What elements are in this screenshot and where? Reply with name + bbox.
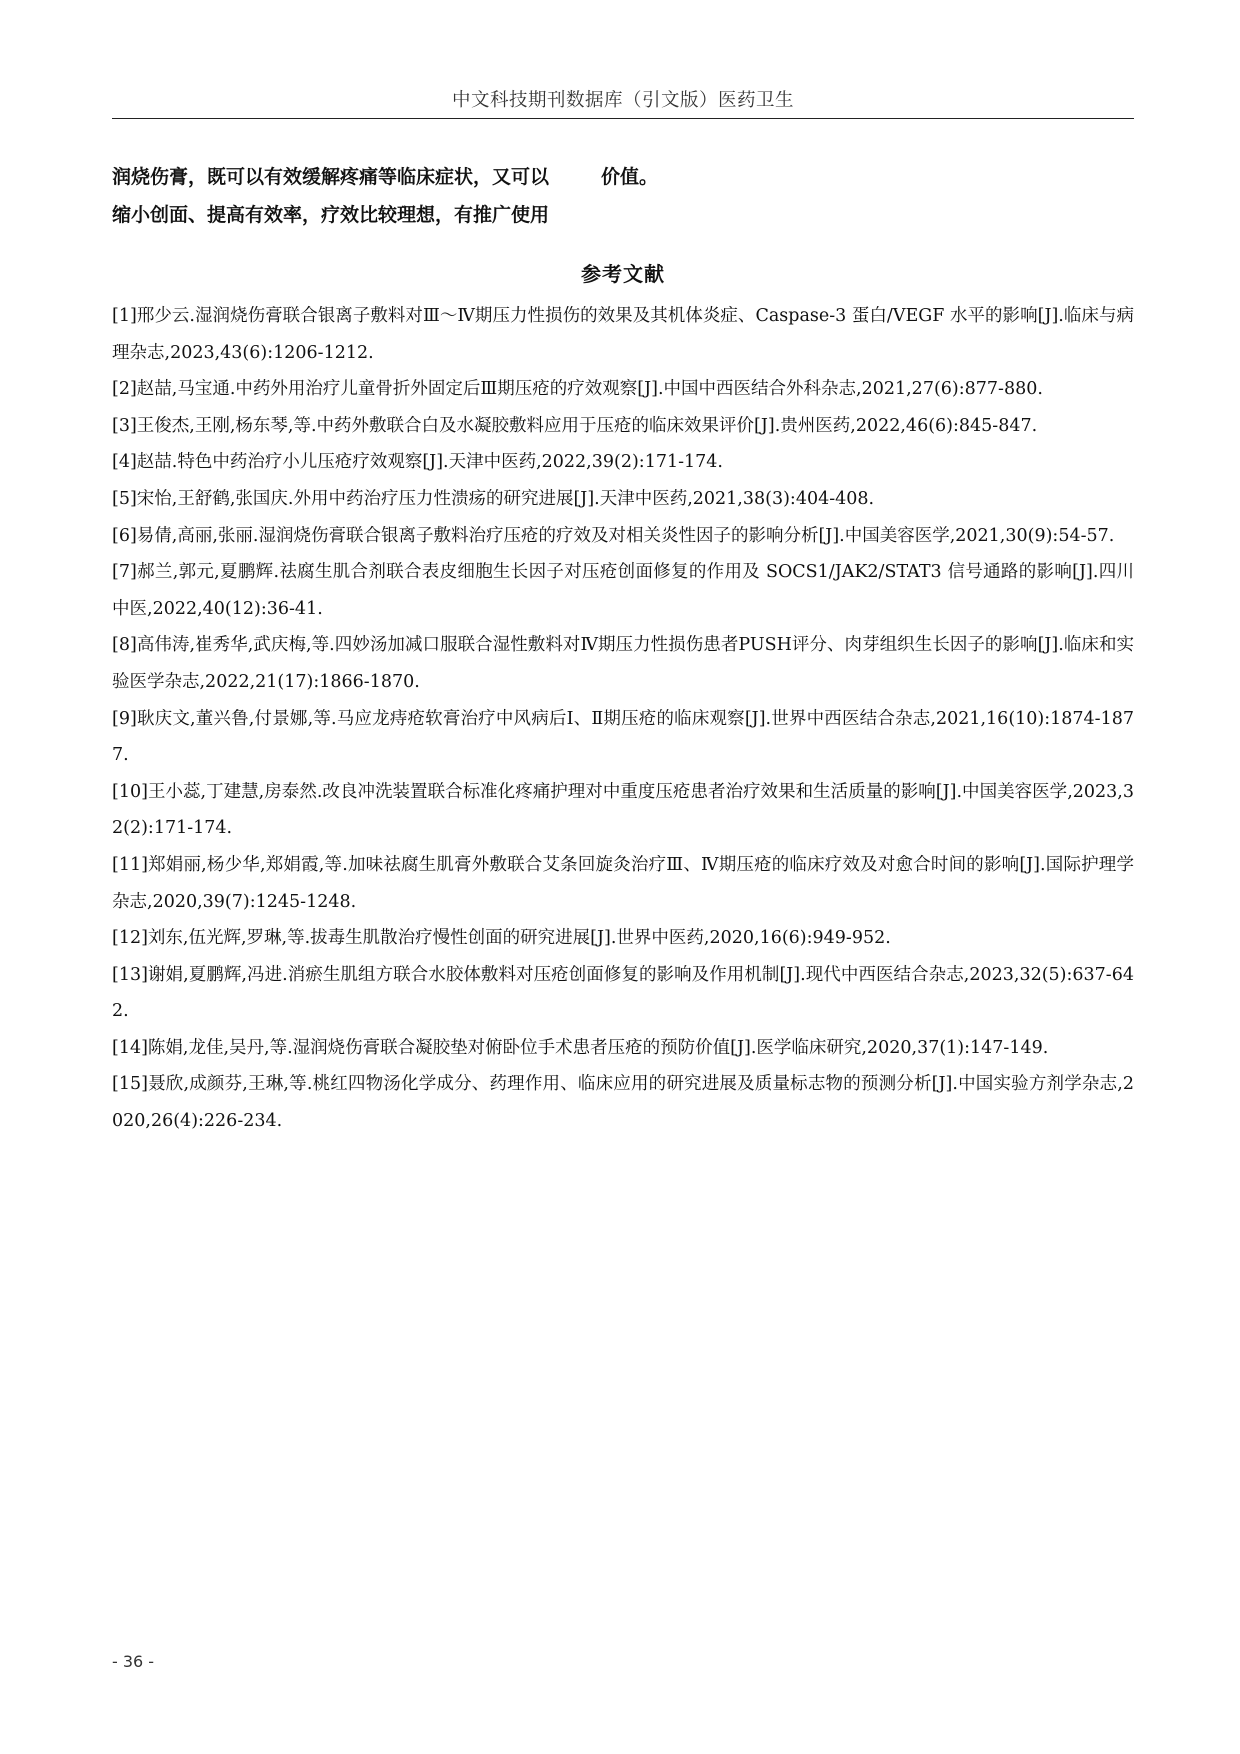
- body-text-line-1: [112, 158, 672, 196]
- reference-item: [15]聂欣,成颜芬,王琳,等.桃红四物汤化学成分、药理作用、临床应用的研究进展及质量标志物的预测分析[J].中国实验方剂学杂志,2020,26(4):226-234.: [112, 1074, 1134, 1132]
- body-text-line-1-right: 价值。: [601, 166, 659, 188]
- reference-item: [2]赵喆,马宝通.中药外用治疗儿童骨折外固定后Ⅲ期压疮的疗效观察[J].中国中西医结合外科杂志,2021,27(6):877-880.: [112, 379, 1043, 400]
- reference-item: [11]郑娟丽,杨少华,郑娟霞,等.加味祛腐生肌膏外敷联合艾条回旋灸治疗Ⅲ、Ⅳ期压疮的临床疗效及对愈合时间的影响[J].国际护理学杂志,2020,39(7):1245-1248.: [112, 854, 1134, 912]
- journal-title: 中文科技期刊数据库（引文版）医药卫生: [451, 90, 794, 111]
- reference-item: [6]易倩,高丽,张丽.湿润烧伤膏联合银离子敷料治疗压疮的疗效及对相关炎性因子的影响分析[J].中国美容医学,2021,30(9):54-57.: [112, 525, 1115, 546]
- body-text: [112, 158, 672, 234]
- running-header: [112, 78, 1134, 119]
- references-heading: 参考文献: [581, 262, 665, 286]
- reference-item: [10]王小蕊,丁建慧,房泰然.改良冲洗装置联合标准化疼痛护理对中重度压疮患者治疗效果和生活质量的影响[J].中国美容医学,2023,32(2):171-174.: [112, 781, 1134, 839]
- body-text-line-2: 缩小创面、提高有效率，疗效比较理想，有推广使用: [112, 204, 550, 226]
- references-list: [112, 298, 1134, 1140]
- page-number: - 36 -: [112, 1652, 155, 1671]
- reference-item: [9]耿庆文,董兴鲁,付景娜,等.马应龙痔疮软膏治疗中风病后Ⅰ、Ⅱ期压疮的临床观察[J].世界中西医结合杂志,2021,16(10):1874-1877.: [112, 708, 1134, 766]
- reference-item: [12]刘东,伍光辉,罗琳,等.拔毒生肌散治疗慢性创面的研究进展[J].世界中医药,2020,16(6):949-952.: [112, 928, 891, 949]
- reference-item: [7]郝兰,郭元,夏鹏辉.祛腐生肌合剂联合表皮细胞生长因子对压疮创面修复的作用及 SOCS1/JAK2/STAT3 信号通路的影响[J].四川中医,2022,40(12):36-41.: [112, 562, 1134, 619]
- body-text-line-1-left: 润烧伤膏，既可以有效缓解疼痛等临床症状，又可以: [112, 166, 550, 188]
- reference-item: [3]王俊杰,王刚,杨东琴,等.中药外敷联合白及水凝胶敷料应用于压疮的临床效果评价[J].贵州医药,2022,46(6):845-847.: [112, 415, 1038, 436]
- reference-item: [8]高伟涛,崔秀华,武庆梅,等.四妙汤加减口服联合湿性敷料对Ⅳ期压力性损伤患者PUSH评分、肉芽组织生长因子的影响[J].临床和实验医学杂志,2022,21(17):1866-1870.: [112, 635, 1134, 692]
- reference-item: [13]谢娟,夏鹏辉,冯进.消瘀生肌组方联合水胶体敷料对压疮创面修复的影响及作用机制[J].现代中西医结合杂志,2023,32(5):637-642.: [112, 964, 1134, 1022]
- reference-item: [14]陈娟,龙佳,吴丹,等.湿润烧伤膏联合凝胶垫对俯卧位手术患者压疮的预防价值[J].医学临床研究,2020,37(1):147-149.: [112, 1037, 1049, 1058]
- reference-item: [1]邢少云.湿润烧伤膏联合银离子敷料对Ⅲ～Ⅳ期压力性损伤的效果及其机体炎症、Caspase-3 蛋白/VEGF 水平的影响[J].临床与病理杂志,2023,43(6):1206-1212.: [112, 306, 1134, 363]
- reference-item: [5]宋怡,王舒鹤,张国庆.外用中药治疗压力性溃疡的研究进展[J].天津中医药,2021,38(3):404-408.: [112, 488, 875, 509]
- reference-item: [4]赵喆.特色中药治疗小儿压疮疗效观察[J].天津中医药,2022,39(2):171-174.: [112, 452, 723, 473]
